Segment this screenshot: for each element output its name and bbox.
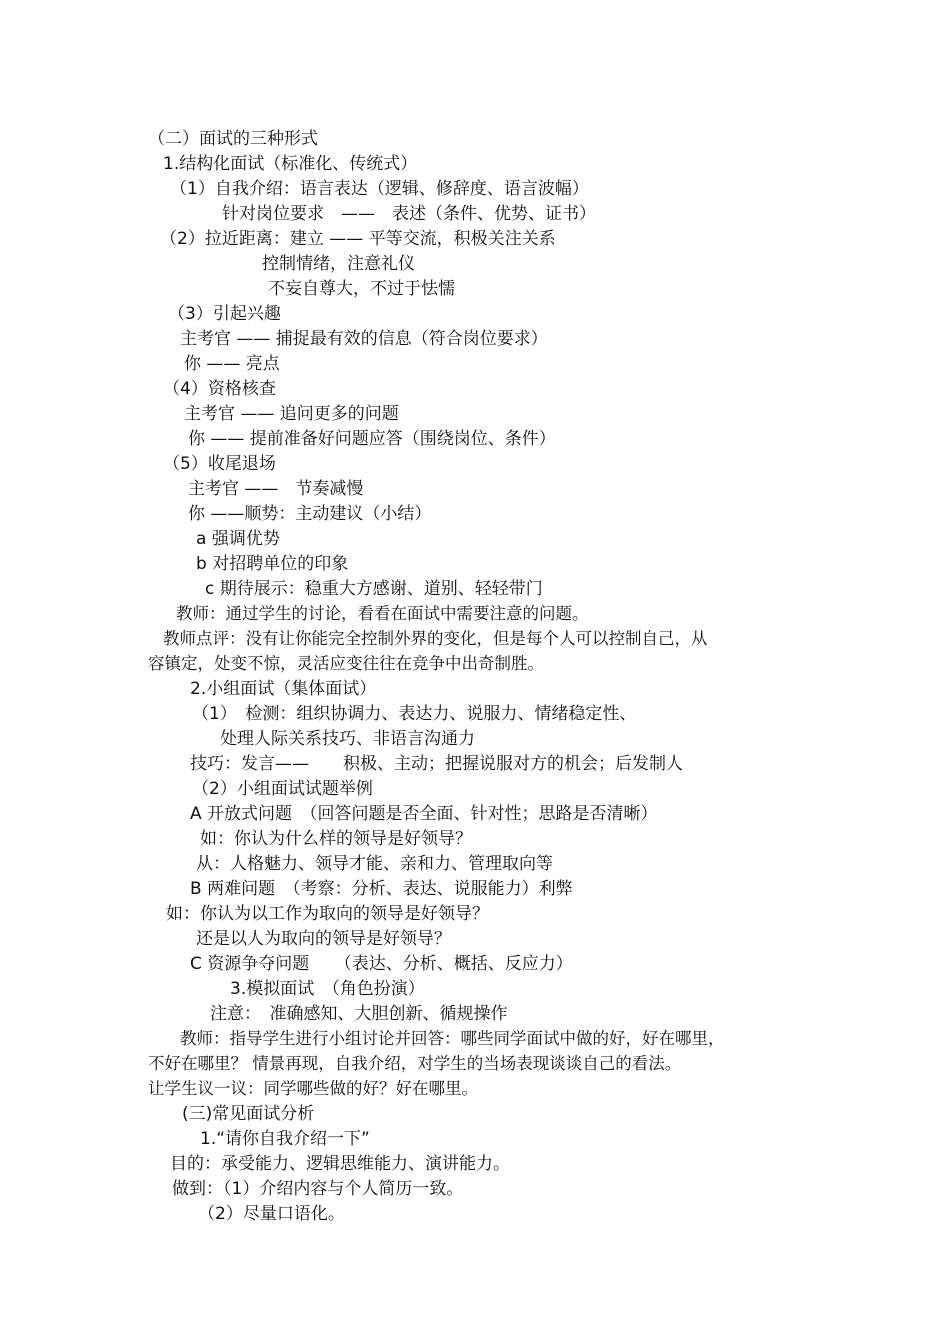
item-you-prepare: 你 —— 提前准备好问题应答（围绕岗位、条件） [188,429,556,449]
subheading-self-intro-question: 1.“请你自我介绍一下” [200,1129,370,1149]
item-open-example: 如：你认为什么样的领导是好领导？ [200,829,472,849]
item-job-requirements: 针对岗位要求 —— 表述（条件、优势、证书） [222,204,596,224]
teacher-comment-line-2: 容镇定，处变不惊，灵活应变往往在竞争中出奇制胜。 [148,654,544,673]
subheading-structured-interview: 1.结构化面试（标准化、传统式） [163,154,418,174]
section-heading-interview-forms: （二）面试的三种形式 [148,129,318,149]
section-heading-common-analysis: (三)常见面试分析 [182,1104,315,1124]
teacher-guide-line-2: 不好在哪里？ 情景再现，自我介绍，对学生的当场表现谈谈自己的看法。 [148,1054,682,1073]
item-self-introduction: （1）自我介绍：语言表达（逻辑、修辞度、语言波幅） [170,179,589,199]
item-you-highlight: 你 —— 亮点 [184,354,280,374]
item-open-answer: 从：人格魅力、领导才能、亲和力、管理取向等 [196,854,553,874]
item-group-detect-cont: 处理人际关系技巧、非语言沟通力 [220,729,475,749]
item-examiner-capture: 主考官 —— 捕捉最有效的信息（符合岗位要求） [180,329,548,349]
item-arouse-interest: （3）引起兴趣 [168,304,281,324]
item-open-question: A 开放式问题 （回答问题是否全面、针对性；思路是否清晰） [190,804,658,824]
item-group-detect: （1） 检测：组织协调力、表达力、说服力、情绪稳定性、 [192,704,637,724]
item-b-impression: b 对招聘单位的印象 [196,554,349,574]
subheading-group-interview: 2.小组面试（集体面试） [190,679,377,699]
item-achieve-1: 做到：（1）介绍内容与个人简历一致。 [172,1179,464,1199]
item-c-expectation: c 期待展示：稳重大方感谢、道别、轻轻带门 [205,579,543,599]
item-close-distance: （2）拉近距离：建立 —— 平等交流，积极关注关系 [160,229,556,249]
item-simulated-note: 注意： 准确感知、大胆创新、循规操作 [210,1004,508,1024]
item-qualification-check: （4）资格核查 [163,379,276,399]
item-dilemma-example-1: 如：你认为以工作为取向的领导是好领导？ [166,904,489,924]
teacher-guide-line-1: 教师：指导学生进行小组讨论并回答：哪些同学面试中做的好，好在哪里， [180,1029,725,1048]
teacher-note-1: 教师：通过学生的讨论，看看在面试中需要注意的问题。 [176,604,589,623]
item-examiner-question: 主考官 —— 追问更多的问题 [184,404,399,424]
item-closing: （5）收尾退场 [163,454,276,474]
item-purpose: 目的：承受能力、逻辑思维能力、演讲能力。 [170,1154,510,1174]
item-resource-question: C 资源争夺问题 （表达、分析、概括、反应力） [190,954,573,974]
item-examiner-slow: 主考官 —— 节奏减慢 [188,479,364,499]
item-group-examples: （2）小组面试试题举例 [192,779,373,799]
subheading-simulated-interview: 3.模拟面试 （角色扮演） [230,979,425,999]
item-not-arrogant: 不妄自尊大，不过于怯懦 [268,279,455,299]
item-achieve-2: （2）尽量口语化。 [198,1204,345,1224]
student-discussion: 让学生议一议：同学哪些做的好？好在哪里。 [148,1079,478,1098]
item-dilemma-example-2: 还是以人为取向的领导是好领导？ [196,929,451,949]
item-group-skills: 技巧：发言—— 积极、主动；把握说服对方的机会；后发制人 [190,754,683,774]
teacher-comment-line-1: 教师点评：没有让你能完全控制外界的变化，但是每个人可以控制自己，从 [163,629,708,648]
item-control-emotion: 控制情绪，注意礼仪 [262,254,415,274]
item-dilemma-question: B 两难问题 （考察：分析、表达、说服能力）利弊 [190,879,573,899]
item-you-suggest: 你 ——顺势：主动建议（小结） [188,504,432,524]
item-a-strengths: a 强调优势 [196,529,280,549]
